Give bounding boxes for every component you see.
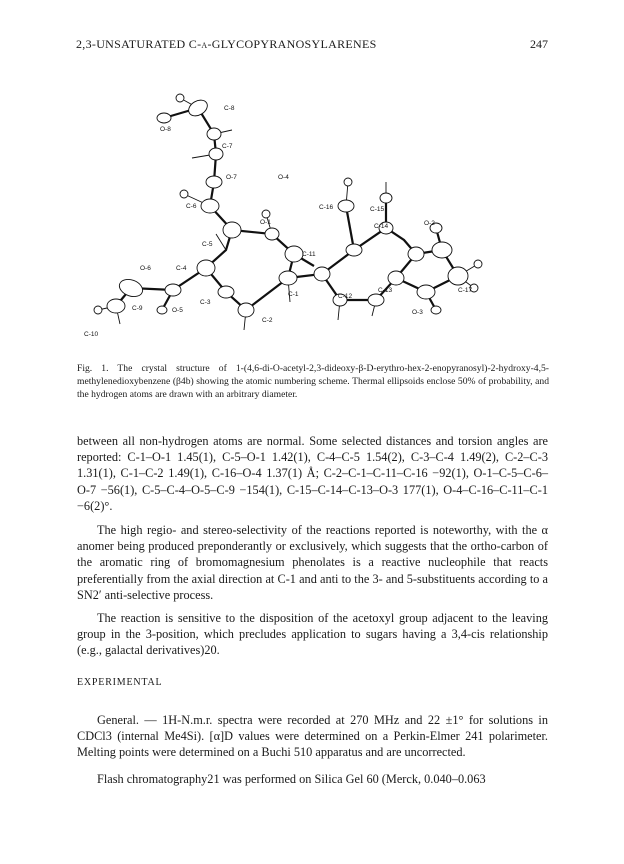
atom-label-c9: C-9: [132, 305, 143, 312]
atom-labels: [84, 105, 472, 338]
figure-caption: Fig. 1. The crystal structure of 1-(4,6-di-O-acetyl-2,3-dideoxy-β-D-erythro-hex-2-enopyranosyl)-2-hydroxy-4,5-methylenedioxybenzene (β4b) showing the atomic numbering scheme. Thermal ellipsoids enclose 50% of probability, and the hydrogen atoms are drawn with an arbitrary diameter.: [77, 363, 549, 400]
atom-label-o3: O-3: [412, 309, 423, 316]
atom-label-o2: O-2: [424, 220, 435, 227]
atom-label-c10: C-10: [84, 331, 99, 338]
atom-label-c2: C-2: [262, 317, 273, 324]
atom-label-c14: C-14: [374, 223, 389, 230]
paragraph-selectivity: The high regio- and stereo-selectivity of the reactions reported is noteworthy, with the α anomer being produced preponderantly or exclusively, which suggests that the ortho-carbon of the aromatic ring of bromomagnesium phenolates is a reactive nucleophile that reacts preferentially from the axial direction at C-1 and anti to the 3- and 5-substituents according to a SN2′ anti-selective process.: [77, 523, 548, 602]
atom-label-c8: C-8: [224, 105, 235, 112]
section-heading-experimental: EXPERIMENTAL: [77, 677, 163, 688]
ortep-drawing: [76, 78, 536, 348]
atom-label-o8: O-8: [160, 126, 171, 133]
atom-label-c11: C-11: [302, 251, 316, 258]
paragraph-general-methods: General. — 1H-N.m.r. spectra were recorded at 270 MHz and 22 ±1° for solutions in CDCl3 (internal Me4Si). [α]D values were determined on a Perkin-Elmer 241 polarimeter. Melting points were determined on a Buchi 510 apparatus and are uncorrected.: [77, 713, 548, 760]
paragraph-flash-chromatography: Flash chromatography21 was performed on Silica Gel 60 (Merck, 0.040–0.063: [97, 772, 486, 786]
atom-label-c13: C-13: [378, 287, 393, 294]
paragraph-reaction-sensitivity: The reaction is sensitive to the disposition of the acetoxyl group adjacent to the leaving group in the 3-position, which precludes application to sugars having a 3,4-cis relationship (e.g., galactal derivatives)20.: [77, 611, 548, 658]
atom-label-o6: O-6: [140, 265, 151, 272]
crystal-structure-figure: [76, 78, 536, 348]
atom-label-o7: O-7: [226, 174, 237, 181]
paragraph-bond-data: between all non-hydrogen atoms are normal. Some selected distances and torsion angles are reported: C-1–O-1 1.45(1), C-5–O-1 1.42(1), C-4–C-5 1.54(2), C-3–C-4 1.49(2), C-2–C-3 1.31(1), C-1–C-2 1.49(1), C-16–O-4 1.37(1) Å; C-2–C-1–C-11–C-16 −92(1), O-1–C-5–C-6–O-7 −56(1), C-5–C-4–O-5–C-9 −154(1), C-15–C-14–C-13–O-3 177(1), O-4–C-16–C-11–C-1 −6(2)°.: [77, 434, 548, 513]
atom-label-c12: C-12: [338, 293, 353, 300]
atom-label-c1: C-1: [288, 291, 299, 298]
page-header: [76, 37, 548, 53]
running-head: 2,3-UNSATURATED C-α-GLYCOPYRANOSYLARENES: [76, 37, 377, 51]
atom-label-c5: C-5: [202, 241, 213, 248]
atom-label-o1: O-1: [260, 219, 271, 226]
atom-label-c6: C-6: [186, 203, 197, 210]
atom-label-c7: C-7: [222, 143, 233, 150]
atom-label-c4: C-4: [176, 265, 187, 272]
page-number: 247: [530, 37, 548, 51]
atom-label-c16: C-16: [319, 204, 334, 211]
atom-ellipsoids: [94, 94, 482, 317]
atom-label-c3: C-3: [200, 299, 211, 306]
atom-label-c15: C-15: [370, 206, 385, 213]
atom-label-o5: O-5: [172, 307, 183, 314]
atom-label-o4: O-4: [278, 174, 289, 181]
atom-label-c17: C-17: [458, 287, 473, 294]
